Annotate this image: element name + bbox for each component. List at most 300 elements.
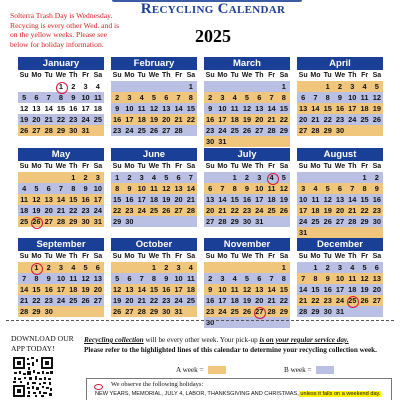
day-cell: 23: [242, 206, 252, 215]
day-cell: [346, 227, 358, 238]
day-cell: 14: [267, 104, 276, 113]
day-cell: 9: [208, 285, 213, 294]
day-cell: 1: [325, 82, 330, 91]
weekday-header: [111, 70, 197, 81]
day-cell: 19: [32, 206, 41, 215]
day-cell: 11: [311, 195, 320, 204]
day-cell: 29: [279, 307, 288, 316]
day-cell: 26: [81, 296, 90, 305]
legend-b-label: B week =: [284, 366, 312, 374]
day-cell: [160, 216, 172, 227]
weekday-label: Th: [162, 163, 171, 170]
day-cell: 14: [311, 104, 320, 113]
day-cell: 10: [174, 274, 183, 283]
day-cell: 7: [220, 184, 225, 193]
day-cell: 2: [83, 173, 88, 182]
weekday-label: Fr: [175, 163, 183, 170]
day-cell: 16: [372, 195, 381, 204]
weekday-label: We: [241, 163, 253, 170]
day-cell: 11: [20, 195, 29, 204]
month-february: [111, 57, 197, 136]
day-cell: 20: [206, 206, 215, 215]
weekday-label: Fr: [361, 253, 369, 260]
weekday-label: Sa: [279, 163, 289, 170]
day-cell: 22: [360, 206, 369, 215]
week-row: [297, 103, 383, 114]
day-cell: 7: [301, 274, 306, 283]
month-name: September: [18, 238, 104, 251]
day-cell: 15: [186, 104, 195, 113]
day-cell: 7: [58, 184, 64, 193]
week-row: [297, 183, 383, 194]
month-name: June: [111, 148, 197, 161]
day-cell: 24: [81, 115, 90, 124]
day-cell: 20: [44, 206, 53, 215]
day-cell: 10: [218, 104, 227, 113]
weekday-label: Mo: [124, 253, 135, 260]
week-row: [297, 216, 383, 227]
weekday-label: We: [55, 163, 67, 170]
week-row: [297, 92, 383, 103]
week-row: [111, 306, 197, 317]
weekday-label: Tu: [323, 253, 332, 260]
day-cell: [229, 262, 241, 273]
day-cell: 6: [257, 93, 262, 102]
day-cell: [346, 306, 358, 317]
weekday-label: Su: [205, 72, 215, 79]
month-name: January: [18, 57, 104, 70]
day-cell: 8: [232, 184, 237, 193]
day-cell: 4: [265, 172, 277, 183]
day-cell: 19: [372, 104, 381, 113]
week-row: [204, 262, 290, 273]
holiday-weekend-note: unless it falls on a weekend day.: [298, 391, 381, 397]
day-cell: 30: [69, 126, 78, 135]
day-cell: 4: [71, 263, 76, 272]
day-cell: 15: [311, 285, 320, 294]
day-cell: 29: [360, 217, 369, 226]
day-cell: [253, 317, 265, 328]
week-row: [111, 92, 197, 103]
day-cell: 5: [281, 173, 286, 182]
day-cell: 29: [113, 217, 122, 226]
week-row: [204, 284, 290, 295]
day-cell: 12: [149, 104, 159, 113]
day-cell: 4: [232, 274, 237, 283]
day-cell: 4: [362, 82, 367, 91]
day-cell: 27: [253, 306, 265, 317]
day-cell: [148, 216, 160, 227]
weekday-label: Fr: [268, 253, 276, 260]
day-cell: 8: [313, 274, 318, 283]
legend-a-label: A week =: [176, 366, 204, 374]
week-row: [18, 172, 104, 183]
day-cell: 9: [71, 93, 76, 102]
month-name: April: [297, 57, 383, 70]
day-cell: 23: [113, 126, 122, 135]
weekday-label: Su: [205, 253, 215, 260]
day-cell: 6: [257, 274, 262, 283]
week-row: [18, 103, 104, 114]
day-cell: 30: [206, 137, 215, 146]
week-row: [204, 295, 290, 306]
day-cell: [241, 81, 253, 92]
day-cell: [229, 81, 241, 92]
day-cell: 8: [362, 184, 367, 193]
weekday-label: Sa: [93, 163, 103, 170]
month-name: October: [111, 238, 197, 251]
day-cell: 21: [56, 206, 66, 215]
day-cell: 18: [149, 195, 159, 204]
day-cell: 13: [44, 195, 53, 204]
weekday-label: Sa: [279, 253, 289, 260]
day-cell: 12: [32, 195, 41, 204]
day-cell: 23: [69, 115, 78, 124]
weekday-label: Tu: [230, 72, 239, 79]
week-row: [204, 125, 290, 136]
week-row: [297, 273, 383, 284]
weekday-label: Tu: [323, 163, 332, 170]
day-cell: 31: [218, 137, 227, 146]
day-cell: 13: [206, 195, 215, 204]
day-cell: 3: [176, 263, 181, 272]
week-row: [297, 125, 383, 136]
day-cell: 18: [186, 285, 195, 294]
weekday-label: Su: [112, 253, 122, 260]
day-cell: 7: [269, 274, 274, 283]
day-cell: 12: [81, 274, 90, 283]
weekday-label: Mo: [124, 163, 135, 170]
month-name: December: [297, 238, 383, 251]
day-cell: 21: [44, 115, 53, 124]
day-cell: 14: [299, 285, 308, 294]
day-cell: 6: [374, 263, 379, 272]
day-cell: 24: [348, 115, 357, 124]
week-row: [111, 273, 197, 284]
day-cell: [185, 216, 197, 227]
day-cell: [216, 172, 228, 183]
day-cell: 18: [137, 115, 146, 124]
day-cell: [334, 227, 346, 238]
day-cell: [204, 172, 216, 183]
day-cell: 22: [186, 115, 195, 124]
day-cell: 27: [372, 296, 381, 305]
holiday-list-text: NEW YEARS, MEMORIAL, JULY 4, LABOR, THANKSGIVING AND CHRISTMAS,: [95, 391, 299, 397]
day-cell: 27: [32, 126, 41, 135]
day-cell: 17: [81, 104, 90, 113]
day-cell: [297, 81, 309, 92]
weekday-label: Th: [348, 72, 357, 79]
day-cell: 26: [279, 206, 288, 215]
day-cell: [358, 227, 370, 238]
day-cell: 21: [174, 115, 183, 124]
day-cell: 1: [55, 81, 67, 92]
day-cell: [265, 262, 277, 273]
weekday-label: Th: [162, 72, 171, 79]
weekday-label: We: [241, 253, 253, 260]
week-row: [111, 295, 197, 306]
week-row: [18, 262, 104, 273]
month-name: August: [297, 148, 383, 161]
week-row: [204, 183, 290, 194]
day-cell: 19: [323, 206, 332, 215]
day-cell: [185, 306, 197, 317]
day-cell: [18, 262, 30, 273]
day-cell: 20: [335, 206, 345, 215]
day-cell: [241, 317, 253, 328]
day-cell: 8: [281, 93, 286, 102]
day-cell: 22: [311, 296, 320, 305]
day-cell: 28: [174, 126, 183, 135]
day-cell: 1: [281, 82, 286, 91]
day-cell: 11: [69, 274, 78, 283]
weekday-label: Mo: [217, 253, 228, 260]
week-row: [111, 172, 197, 183]
day-cell: 6: [176, 173, 181, 182]
day-cell: 14: [348, 195, 357, 204]
calendar-title: Recycling Calendar: [140, 1, 286, 17]
day-cell: 14: [56, 195, 66, 204]
day-cell: 21: [218, 206, 227, 215]
day-cell: 8: [71, 184, 76, 193]
holiday-list: [95, 391, 381, 397]
weekday-label: Sa: [186, 72, 196, 79]
day-cell: 16: [335, 104, 345, 113]
day-cell: 21: [348, 206, 357, 215]
weekday-header: [204, 70, 290, 81]
day-cell: 20: [255, 115, 264, 124]
day-cell: 24: [56, 296, 66, 305]
day-cell: 26: [242, 126, 252, 135]
recycling-info: [84, 336, 396, 355]
weekday-label: Tu: [44, 72, 53, 79]
day-cell: 20: [372, 285, 381, 294]
day-cell: [265, 317, 277, 328]
weekday-label: We: [148, 72, 160, 79]
week-row: [297, 227, 383, 238]
day-cell: 5: [362, 263, 367, 272]
day-cell: 5: [164, 173, 169, 182]
day-cell: 21: [311, 115, 320, 124]
day-cell: 19: [113, 296, 122, 305]
day-cell: 23: [81, 206, 90, 215]
day-cell: 25: [137, 126, 146, 135]
day-cell: 5: [34, 184, 39, 193]
day-cell: 18: [311, 206, 320, 215]
day-cell: 27: [162, 126, 171, 135]
day-cell: 22: [279, 296, 288, 305]
day-cell: 24: [299, 217, 308, 226]
weekday-label: Mo: [31, 72, 42, 79]
weekday-label: Fr: [82, 163, 90, 170]
day-cell: 13: [372, 274, 381, 283]
day-cell: 27: [299, 126, 308, 135]
day-cell: 2: [208, 274, 213, 283]
weekday-label: Tu: [230, 163, 239, 170]
day-cell: 20: [162, 115, 171, 124]
day-cell: 24: [93, 206, 102, 215]
day-cell: 13: [174, 184, 183, 193]
weekday-header: [18, 70, 104, 81]
week-row: [297, 194, 383, 205]
day-cell: 2: [71, 82, 76, 91]
day-cell: 8: [58, 93, 64, 102]
day-cell: [18, 81, 30, 92]
weekday-label: Su: [298, 253, 308, 260]
weekday-label: Fr: [175, 72, 183, 79]
day-cell: 6: [95, 263, 100, 272]
day-cell: 21: [20, 296, 29, 305]
day-cell: [160, 81, 172, 92]
weekday-label: We: [241, 72, 253, 79]
day-cell: 19: [81, 285, 90, 294]
day-cell: 14: [44, 104, 53, 113]
weekday-label: Sa: [186, 253, 196, 260]
day-cell: 20: [174, 195, 183, 204]
day-cell: 27: [93, 296, 102, 305]
day-cell: [371, 125, 383, 136]
weekday-label: We: [334, 72, 346, 79]
day-cell: 3: [350, 82, 355, 91]
day-cell: 26: [20, 126, 29, 135]
week-row: [111, 125, 197, 136]
day-cell: 19: [360, 285, 369, 294]
day-cell: 30: [44, 307, 53, 316]
day-cell: [253, 136, 265, 147]
day-cell: 27: [255, 126, 264, 135]
recycling-collection-label: Recycling collection: [84, 336, 144, 344]
day-cell: 1: [232, 173, 237, 182]
day-cell: [297, 172, 309, 183]
week-row: [18, 216, 104, 227]
day-cell: 27: [125, 307, 134, 316]
day-cell: 25: [311, 217, 320, 226]
day-cell: 18: [230, 115, 239, 124]
qr-code[interactable]: [12, 356, 54, 398]
day-cell: 28: [44, 126, 53, 135]
day-cell: 25: [93, 115, 102, 124]
day-cell: 26: [242, 307, 252, 316]
day-cell: [92, 125, 104, 136]
day-cell: 2: [164, 263, 169, 272]
day-cell: 12: [20, 104, 29, 113]
day-cell: 16: [162, 285, 171, 294]
day-cell: 24: [125, 126, 134, 135]
day-cell: 20: [299, 115, 308, 124]
day-cell: 13: [93, 274, 102, 283]
day-cell: 5: [325, 184, 330, 193]
day-cell: 12: [323, 195, 332, 204]
day-cell: 3: [337, 263, 343, 272]
day-cell: [55, 306, 67, 317]
day-cell: 2: [127, 173, 132, 182]
day-cell: 1: [30, 262, 42, 273]
day-cell: 19: [162, 195, 171, 204]
day-cell: 13: [255, 104, 264, 113]
day-cell: 29: [56, 126, 66, 135]
day-cell: 8: [325, 93, 330, 102]
day-cell: 28: [267, 126, 276, 135]
day-cell: 12: [242, 285, 252, 294]
day-cell: [309, 81, 321, 92]
day-cell: [30, 81, 42, 92]
week-row: [18, 284, 104, 295]
day-cell: 15: [360, 195, 369, 204]
weekday-label: Th: [255, 253, 264, 260]
day-cell: 18: [267, 195, 276, 204]
day-cell: 5: [151, 93, 157, 102]
day-cell: 21: [267, 296, 276, 305]
holiday-info-box: [86, 378, 392, 400]
day-cell: 1: [362, 173, 367, 182]
day-cell: 18: [230, 296, 239, 305]
day-cell: 7: [139, 274, 144, 283]
day-cell: 28: [267, 307, 276, 316]
day-cell: 5: [115, 274, 120, 283]
day-cell: 23: [323, 296, 332, 305]
month-september: [18, 238, 104, 317]
day-cell: 10: [218, 285, 227, 294]
month-october: [111, 238, 197, 317]
month-name: May: [18, 148, 104, 161]
refer-highlighted-lines-text: Please refer to the highlighted lines of this calendar to determine your recycling collection week.: [84, 345, 377, 354]
day-cell: 26: [149, 126, 159, 135]
day-cell: 16: [69, 104, 78, 113]
week-row: [204, 81, 290, 92]
day-cell: [265, 81, 277, 92]
weekday-label: Su: [205, 163, 215, 170]
month-january: [18, 57, 104, 136]
day-cell: 19: [149, 115, 159, 124]
day-cell: 28: [311, 126, 320, 135]
calendar-year: 2025: [195, 26, 231, 46]
day-cell: 9: [164, 274, 169, 283]
day-cell: 7: [22, 274, 27, 283]
week-row: [204, 114, 290, 125]
weekday-label: Su: [298, 72, 308, 79]
day-cell: 5: [244, 274, 250, 283]
day-cell: 27: [174, 206, 183, 215]
week-row: [18, 306, 104, 317]
day-cell: 9: [127, 184, 132, 193]
weekday-label: Sa: [372, 253, 382, 260]
day-cell: 1: [71, 173, 76, 182]
day-cell: 15: [279, 285, 288, 294]
day-cell: 20: [93, 285, 102, 294]
week-row: [204, 194, 290, 205]
month-june: [111, 148, 197, 227]
day-cell: 18: [360, 104, 369, 113]
day-cell: 11: [267, 184, 276, 193]
weekday-label: We: [55, 72, 67, 79]
day-cell: 10: [137, 184, 146, 193]
day-cell: 12: [360, 274, 369, 283]
day-cell: 28: [186, 206, 195, 215]
day-cell: 19: [279, 195, 288, 204]
day-cell: 30: [323, 307, 332, 316]
weekday-label: Su: [19, 253, 29, 260]
day-cell: 15: [279, 104, 288, 113]
day-cell: 17: [174, 285, 183, 294]
day-cell: 6: [127, 274, 132, 283]
day-cell: 25: [69, 296, 78, 305]
day-cell: 4: [188, 263, 193, 272]
week-row: [111, 216, 197, 227]
weekday-header: [297, 70, 383, 81]
day-cell: [309, 227, 321, 238]
download-app-text: DOWNLOAD OUR APP TODAY!: [11, 334, 74, 353]
holiday-circle-icon: [94, 384, 103, 390]
